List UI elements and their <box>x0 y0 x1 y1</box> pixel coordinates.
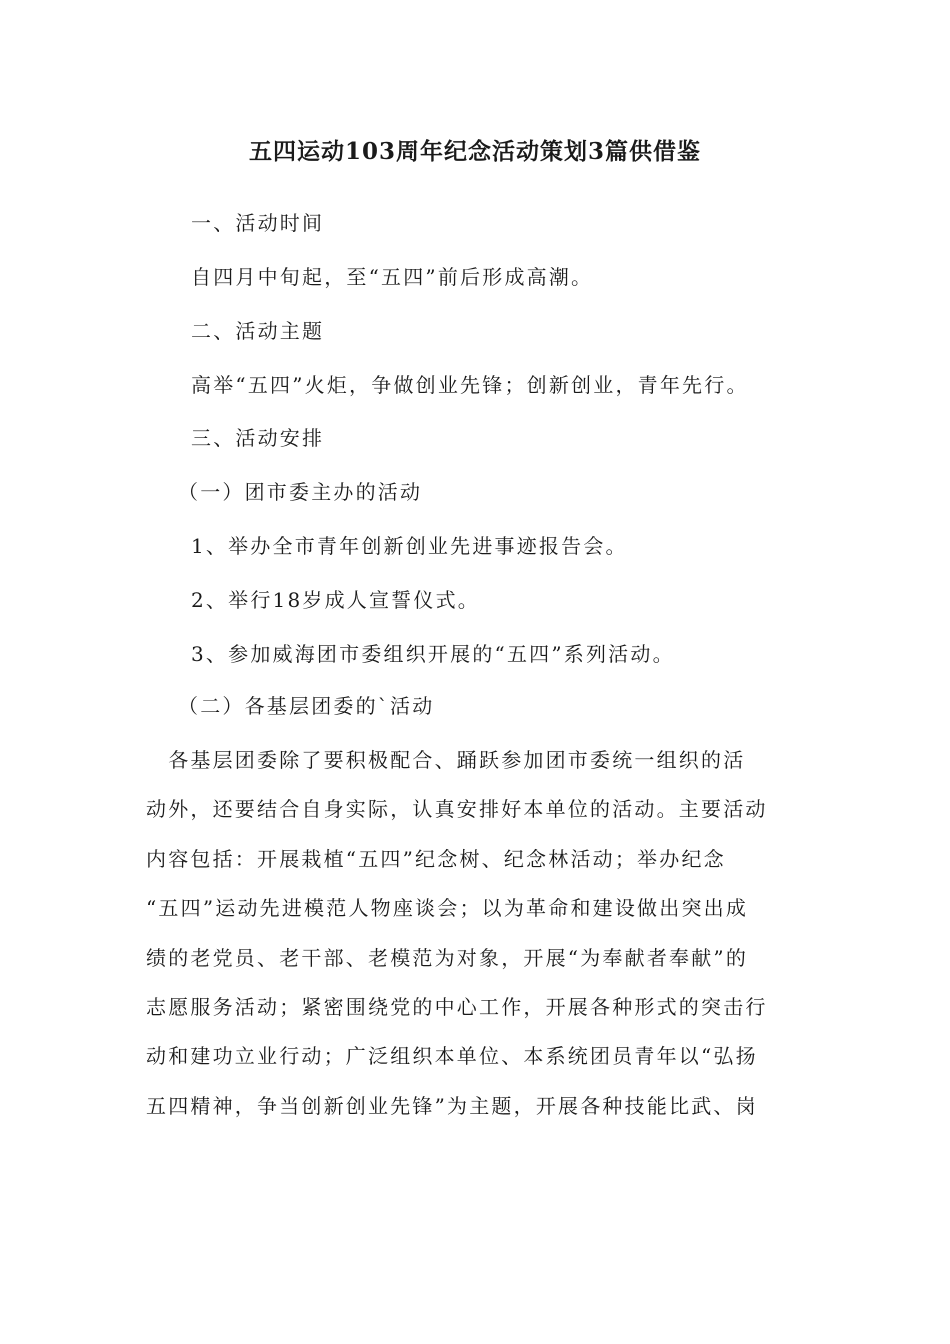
paragraph-line: 五四精神，争当创新创业先锋”为主题，开展各种技能比武、岗 <box>146 1093 758 1118</box>
body-line-theme: 高举“五四”火炬，争做创业先锋；创新创业，青年先行。 <box>191 373 749 397</box>
body-paragraph <box>146 745 796 1140</box>
paragraph-line: 内容包括：开展栽植“五四”纪念树、纪念林活动；举办纪念 <box>146 846 726 871</box>
document-title: 五四运动103周年纪念活动策划3篇供借鉴 <box>248 138 701 165</box>
paragraph-line: 各基层团委除了要积极配合、踊跃参加团市委统一组织的活 <box>146 748 746 772</box>
list-item-3: 3、参加威海团市委组织开展的“五四”系列活动。 <box>191 642 675 666</box>
subsection-heading-city: （一）团市委主办的活动 <box>178 480 423 504</box>
paragraph-line: 绩的老党员、老干部、老模范为对象，开展“为奉献者奉献”的 <box>146 945 749 970</box>
paragraph-line: 志愿服务活动；紧密围绕党的中心工作，开展各种形式的突击行 <box>146 994 768 1019</box>
list-item-2: 2、举行18岁成人宣誓仪式。 <box>191 588 480 612</box>
paragraph-line: “五四”运动先进模范人物座谈会；以为革命和建设做出突出成 <box>146 896 749 921</box>
subsection-heading-grassroots: （二）各基层团委的`活动 <box>178 694 435 718</box>
paragraph-line: 动和建功立业行动；广泛组织本单位、本系统团员青年以“弘扬 <box>146 1044 758 1069</box>
section-heading-arrangement: 三、活动安排 <box>191 426 325 450</box>
body-line-time: 自四月中旬起，至“五四”前后形成高潮。 <box>191 265 594 289</box>
paragraph-line: 动外，还要结合自身实际，认真安排好本单位的活动。主要活动 <box>146 797 768 822</box>
section-heading-theme: 二、活动主题 <box>191 319 325 343</box>
section-heading-time: 一、活动时间 <box>191 211 325 235</box>
list-item-1: 1、举办全市青年创新创业先进事迹报告会。 <box>191 534 628 558</box>
